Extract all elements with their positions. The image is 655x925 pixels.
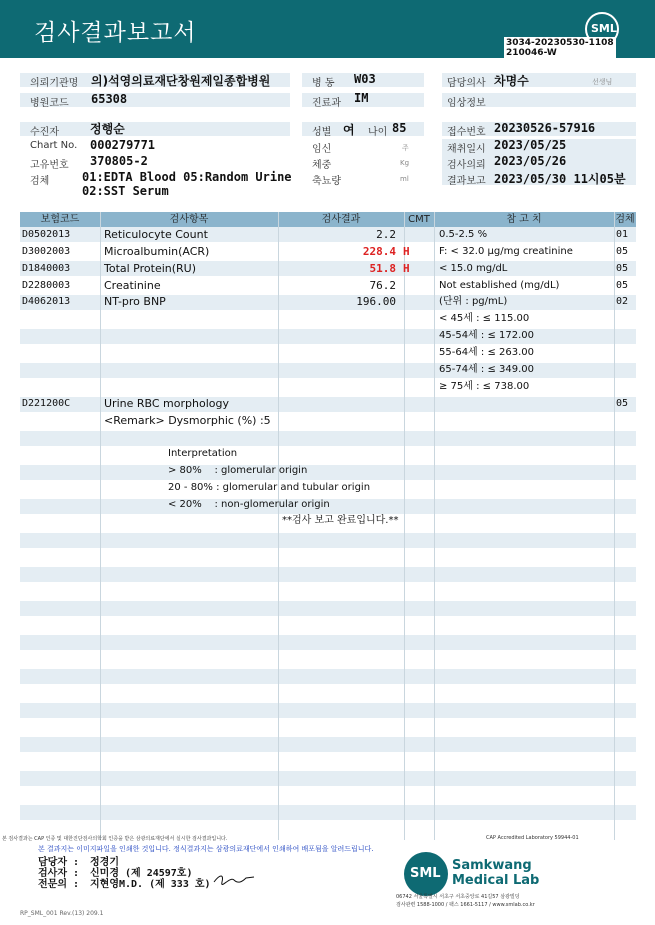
dept-label: 진료과 [312, 98, 341, 109]
cap-note: CAP Accredited Laboratory 59944-01 [486, 835, 579, 841]
pregnancy-unit: 주 [402, 144, 409, 152]
remark-line: <Remark> Dysmorphic (%) :5 [104, 414, 271, 427]
hospital-code-value: 65308 [91, 92, 128, 106]
sml-logo-icon: SML [404, 852, 448, 896]
specialist-value: 지현영M.D. (제 333 호) [90, 879, 211, 890]
clinical-info-label: 임상정보 [447, 98, 486, 109]
patient-name: 정행순 [90, 122, 125, 136]
table-row-band [20, 533, 636, 548]
specialist-label: 전문의 : [38, 879, 80, 890]
bnp-ref-line: ≥ 75세 : ≤ 738.00 [439, 381, 530, 392]
age-label: 나이 [368, 127, 388, 138]
table-row-band [20, 329, 636, 344]
specimen-label: 검체 [30, 176, 50, 187]
institution-label: 의뢰기관명 [30, 78, 79, 89]
interpretation-line: > 80% : glomerular origin [168, 465, 308, 476]
urine-volume-unit: ml [400, 175, 409, 183]
sex-label: 성별 [312, 127, 332, 138]
chart-no-label: Chart No. [30, 140, 78, 151]
collect-value: 2023/05/25 [494, 138, 567, 152]
report-date-value: 2023/05/30 11시05분 [494, 172, 626, 186]
col-test-item: 검사항목 [169, 214, 209, 225]
lab-name: Samkwang Medical Lab [452, 858, 540, 888]
report-complete-note: **검사 보고 완료입니다.** [282, 515, 399, 526]
examiner-label: 검사자 : [38, 868, 80, 879]
examiner-value: 신미경 (제 24597호) [90, 868, 193, 879]
specimen-value-2: 02:SST Serum [82, 184, 169, 198]
table-row-band [20, 635, 636, 650]
bnp-ref-line: 45-54세 : ≤ 172.00 [439, 330, 534, 341]
interpretation-line: 20 - 80% : glomerular and tubular origin [168, 482, 371, 493]
table-row-band [20, 363, 636, 378]
request-value: 2023/05/26 [494, 154, 567, 168]
accession-label: 접수번호 [447, 127, 486, 138]
table-row-band [20, 805, 636, 820]
accession-value: 20230526-57916 [494, 121, 596, 135]
bnp-ref-line: < 45세 : ≤ 115.00 [439, 313, 530, 324]
signature-icon [212, 872, 256, 886]
col-result: 검사결과 [321, 214, 361, 225]
col-specimen: 검체 [615, 214, 635, 225]
sml-logo-icon: SML [585, 12, 619, 46]
ward-value: W03 [354, 72, 376, 86]
report-title: 검사결과보고서 [34, 20, 197, 46]
image-notice: 본 결과지는 이미지파일을 인쇄한 것입니다. 정식결과지는 삼광의료재단에서 인쇄하여 배포됨을 알려드립니다. [38, 845, 374, 853]
pregnancy-label: 임신 [312, 144, 332, 155]
bnp-ref-line: 55-64세 : ≤ 263.00 [439, 347, 534, 358]
weight-label: 체중 [312, 160, 332, 171]
table-row-band [20, 431, 636, 446]
bnp-ref-line: 65-74세 : ≤ 349.00 [439, 364, 534, 375]
age-value: 85 [392, 121, 407, 135]
unique-id-value: 370805-2 [90, 154, 148, 168]
dept-value: IM [354, 91, 369, 105]
doctor-value: 차명수 [494, 74, 529, 88]
doctor-label: 담당의사 [447, 78, 486, 89]
form-id: RP_SML_001 Rev.(13) 209.1 [20, 910, 104, 917]
specimen-value-1: 01:EDTA Blood 05:Random Urine [82, 170, 292, 184]
table-row-band [20, 737, 636, 752]
ward-label: 병 동 [312, 78, 335, 89]
request-label: 검사의뢰 [447, 160, 486, 171]
sex-value: 여 [343, 123, 355, 137]
weight-unit: Kg [400, 159, 410, 167]
unique-id-label: 고유번호 [30, 160, 69, 171]
table-row-band [20, 601, 636, 616]
accreditation-note: 본 검사결과는 CAP 인증 및 대한진단검사의학회 인증을 받은 삼광의료재단에서 실시한 검사결과입니다. [2, 836, 228, 842]
staff-label: 담당자 : [38, 857, 80, 868]
col-reference: 참 고 치 [506, 214, 542, 225]
col-cmt: CMT [408, 214, 430, 225]
chart-no-value: 000279771 [90, 138, 156, 152]
hospital-code-label: 병원코드 [30, 98, 69, 109]
col-insurance-code: 보험코드 [40, 214, 80, 225]
doctor-suffix: 선생님 [592, 78, 613, 86]
table-row-band [20, 669, 636, 684]
urine-volume-label: 축뇨량 [312, 176, 341, 187]
interpretation-title: Interpretation [168, 448, 238, 459]
collect-label: 채취일시 [447, 144, 486, 155]
table-row-band [20, 567, 636, 582]
interpretation-line: < 20% : non-glomerular origin [168, 499, 330, 510]
table-row-band [20, 703, 636, 718]
staff-value: 정경기 [90, 857, 119, 868]
institution-value: 의)석영의료재단창원제일종합병원 [91, 74, 271, 88]
report-date-label: 결과보고 [447, 176, 486, 187]
patient-label: 수진자 [30, 127, 59, 138]
table-row-band [20, 465, 636, 480]
table-row-band [20, 771, 636, 786]
report-code: 3034-20230530-1108 210046-W [506, 38, 614, 58]
lab-address: 06742 서울특별시 서초구 서초중앙로 41길57 삼광빌딩 검사관련 1588-1000 / 팩스 1661-5117 / www.smlab.co.kr [396, 894, 535, 908]
